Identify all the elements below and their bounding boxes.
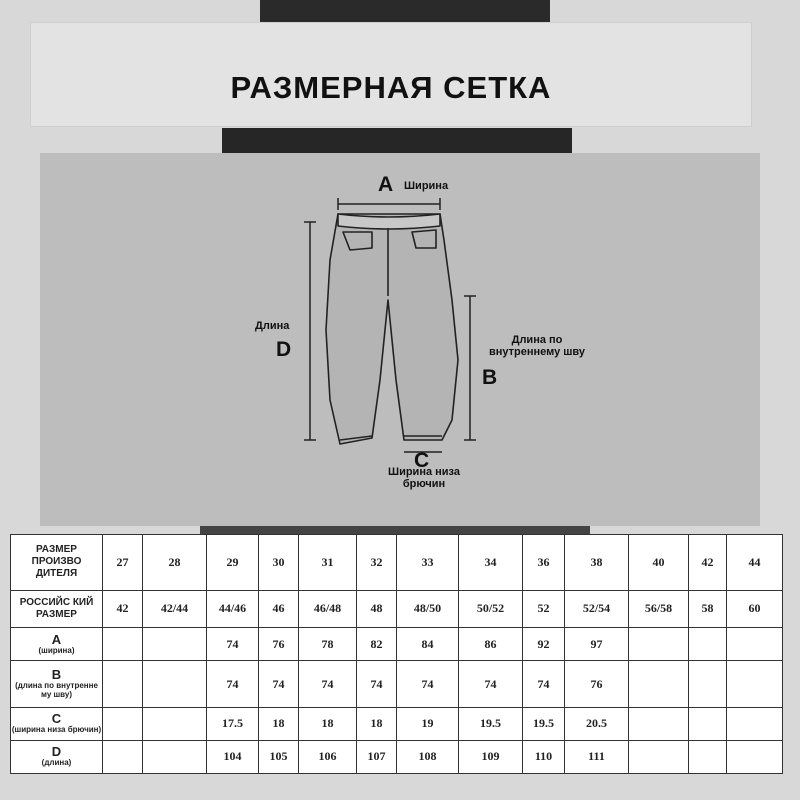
row-header-letter: D: [51, 744, 62, 760]
row-header-text: РАЗМЕР ПРОИЗВО ДИТЕЛЯ: [31, 544, 82, 580]
table-cell: 74: [207, 661, 259, 708]
table-cell: [629, 628, 689, 661]
table-cell: [689, 661, 727, 708]
table-cell: [727, 740, 783, 773]
table-cell: 50/52: [459, 590, 523, 628]
table-cell: 74: [259, 661, 299, 708]
row-header-subtitle: (ширина): [38, 645, 75, 655]
row-header-letter: B: [51, 667, 62, 683]
table-cell: [629, 707, 689, 740]
table-cell: [143, 661, 207, 708]
measure-a-letter: A: [378, 173, 394, 196]
table-cell: 110: [523, 740, 565, 773]
page-title: РАЗМЕРНАЯ СЕТКА: [230, 70, 552, 105]
table-cell: 76: [565, 661, 629, 708]
table-cell: 19: [397, 707, 459, 740]
table-cell: 104: [207, 740, 259, 773]
measure-d-label: Длина: [255, 320, 290, 332]
row-header-subtitle: (ширина низа брючин): [11, 725, 102, 735]
table-cell: 46: [259, 590, 299, 628]
table-row: [11, 707, 783, 740]
table-cell: [727, 628, 783, 661]
table-cell: 31: [299, 535, 357, 591]
table-cell: 82: [357, 628, 397, 661]
table-cell: 29: [207, 535, 259, 591]
table-cell: 34: [459, 535, 523, 591]
table-cell: [103, 628, 143, 661]
table-cell: 17.5: [207, 707, 259, 740]
table-cell: 40: [629, 535, 689, 591]
table-cell: 106: [299, 740, 357, 773]
table-cell: 44/46: [207, 590, 259, 628]
table-cell: 74: [357, 661, 397, 708]
table-cell: 107: [357, 740, 397, 773]
table-cell: [103, 740, 143, 773]
table-cell: [103, 661, 143, 708]
row-header-subtitle: (длина): [41, 758, 72, 768]
table-cell: [629, 740, 689, 773]
table-cell: 74: [397, 661, 459, 708]
measure-c-label: Ширина низа брючин: [388, 466, 460, 490]
table-cell: 74: [299, 661, 357, 708]
table-cell: 42: [103, 590, 143, 628]
table-cell: 76: [259, 628, 299, 661]
table-cell: 18: [259, 707, 299, 740]
measure-d-letter: D: [276, 338, 292, 361]
row-header: [11, 661, 103, 708]
measure-a-label: Ширина: [404, 180, 449, 192]
table-row: [11, 628, 783, 661]
table-cell: 27: [103, 535, 143, 591]
table-cell: [689, 628, 727, 661]
table-cell: 48: [357, 590, 397, 628]
row-header: [11, 707, 103, 740]
table-cell: 108: [397, 740, 459, 773]
table-row: [11, 535, 783, 591]
table-row: [11, 661, 783, 708]
table-row: [11, 590, 783, 628]
table-cell: 86: [459, 628, 523, 661]
table-cell: 44: [727, 535, 783, 591]
row-header: [11, 740, 103, 773]
table-cell: 109: [459, 740, 523, 773]
table-cell: 48/50: [397, 590, 459, 628]
table-cell: [143, 707, 207, 740]
table-cell: 42/44: [143, 590, 207, 628]
table-cell: 78: [299, 628, 357, 661]
measure-b-letter: B: [482, 366, 498, 389]
size-table: [10, 534, 783, 774]
table-cell: 38: [565, 535, 629, 591]
table-cell: 30: [259, 535, 299, 591]
row-header: [11, 535, 103, 591]
table-cell: [689, 707, 727, 740]
table-cell: 105: [259, 740, 299, 773]
table-cell: 74: [523, 661, 565, 708]
table-cell: 32: [357, 535, 397, 591]
table-cell: 18: [357, 707, 397, 740]
measure-b-label: Длина по внутреннему шву: [488, 334, 586, 358]
table-cell: 42: [689, 535, 727, 591]
row-header: [11, 590, 103, 628]
table-cell: 28: [143, 535, 207, 591]
row-header: [11, 628, 103, 661]
table-cell: 74: [207, 628, 259, 661]
table-cell: [103, 707, 143, 740]
table-cell: 46/48: [299, 590, 357, 628]
table-cell: [143, 740, 207, 773]
table-cell: 92: [523, 628, 565, 661]
size-table-container: [10, 534, 782, 774]
table-cell: [629, 661, 689, 708]
table-cell: 19.5: [523, 707, 565, 740]
table-cell: 58: [689, 590, 727, 628]
row-header-letter: C: [51, 711, 62, 727]
table-cell: 111: [565, 740, 629, 773]
table-cell: 33: [397, 535, 459, 591]
table-cell: 52: [523, 590, 565, 628]
table-cell: 84: [397, 628, 459, 661]
table-cell: 97: [565, 628, 629, 661]
table-cell: [727, 661, 783, 708]
table-cell: [727, 707, 783, 740]
table-cell: 74: [459, 661, 523, 708]
table-cell: [143, 628, 207, 661]
table-row: [11, 740, 783, 773]
measure-c-letter: C: [414, 449, 430, 472]
row-header-subtitle: (длина по внутренне му шву): [15, 681, 98, 700]
row-header-text: РОССИЙС КИЙ РАЗМЕР: [19, 596, 94, 620]
row-header-letter: A: [51, 631, 62, 647]
table-cell: 20.5: [565, 707, 629, 740]
pants-outline-icon: [326, 214, 458, 444]
table-cell: 52/54: [565, 590, 629, 628]
table-cell: 60: [727, 590, 783, 628]
table-cell: 36: [523, 535, 565, 591]
table-cell: 19.5: [459, 707, 523, 740]
table-cell: 18: [299, 707, 357, 740]
table-cell: 56/58: [629, 590, 689, 628]
table-cell: [689, 740, 727, 773]
